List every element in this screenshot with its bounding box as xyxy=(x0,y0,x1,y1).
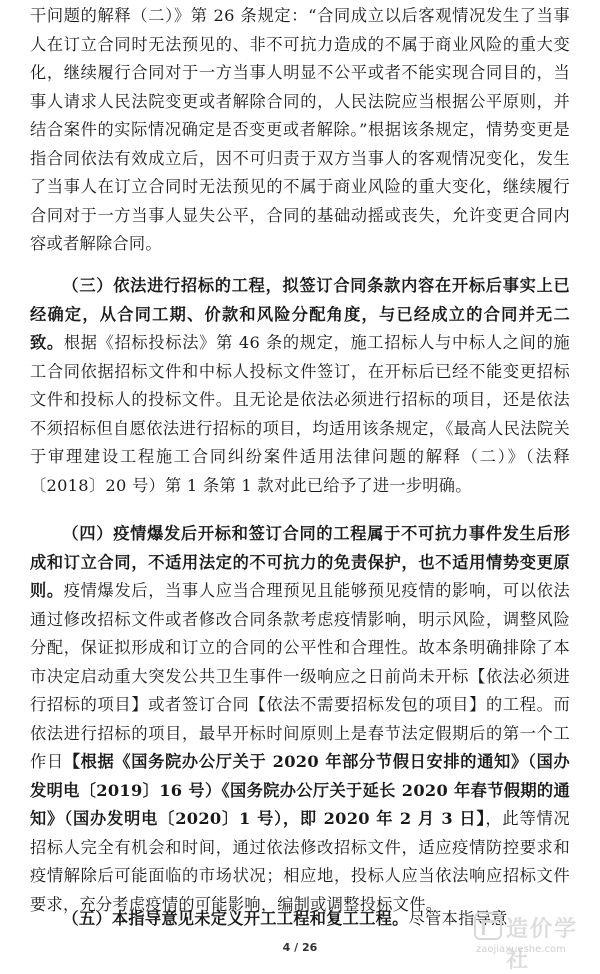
paragraph-4-heading: （五）本指导意见未定义开工工程和复工工程。 xyxy=(62,909,409,928)
paragraph-3-heading: （四）疫情爆发后开标和签订合同的工程属于不可抗力事件发生后形成和订立合同，不适用法定的不可抗力的免责保护，也不适用情势变更原则。 xyxy=(30,524,570,600)
watermark xyxy=(474,910,592,973)
paragraph-2-text: 根据《招标投标法》第 46 条的规定，施工招标人与中标人之间的施工合同依据招标文件和中标人投标文件签订，在开标后已经不能变更招标文件和投标人的投标文件。且无论是依法必须进行招标的项目，还是依法不须招标但自愿依法进行招标的项目，均适用该条规定，《最高人民法院关于审理建设工程施工合同纠纷案件适用法律问题的解释（二）》（法释〔2018〕20 号）第 1 条第 1 款对此已给予了进一步明确。 xyxy=(30,333,570,495)
watermark-name: 造价学社 xyxy=(506,917,579,973)
paragraph-2 xyxy=(30,272,570,500)
page-number: 4 / 26 xyxy=(282,941,318,954)
paragraph-4-text: 尽管本指导意 xyxy=(408,909,508,928)
paragraph-3-text-2: ，此等情况招标人完全有机会和时间，通过依法修改招标文件，适应疫情防控要求和疫情解除后可能面临的市场状况；相应地，投标人应当依法响应招标文件要求，充分考虑疫情的可能影响，编制或调整投标文件。 xyxy=(30,809,571,914)
paragraph-3-emphasis: 【根据《国务院办公厅关于 2020 年部分节假日安排的通知》（国办发明电〔2019〕16 号）《国务院办公厅关于延长 2020 年春节假期的通知》（国办发明电〔2020〕1 号），即 2020 年 2 月 3 日】 xyxy=(30,752,570,828)
watermark-url: zaojiaxueshe.com xyxy=(476,944,566,955)
paragraph-1-text: 干问题的解释（二）》第 26 条规定：“合同成立以后客观情况发生了当事人在订立合同时无法预见的、非不可抗力造成的不属于商业风险的重大变化，继续履行合同对于一方当事人明显不公平或者不能实现合同目的，当事人请求人民法院变更或者解除合同的，人民法院应当根据公平原则，并结合案件的实际情况确定是否变更或者解除。”根据该条规定，情势变更是指合同依法有效成立后，因不可归责于双方当事人的客观情况变化，发生了当事人在订立合同时无法预见的不属于商业风险的重大变化，继续履行合同对于一方当事人显失公平，合同的基础动摇或丧失，允许变更合同内容或者解除合同。 xyxy=(30,6,570,253)
paragraph-1 xyxy=(30,2,570,259)
paragraph-2-heading: （三）依法进行招标的工程，拟签订合同条款内容在开标后事实上已经确定，从合同工期、价款和风险分配角度，与已经成立的合同并无二致。 xyxy=(30,276,570,352)
paragraph-3 xyxy=(30,520,570,919)
paragraph-3-text: 疫情爆发后，当事人应当合理预见且能够预见疫情的影响，可以依法通过修改招标文件或者修改合同条款考虑疫情影响，明示风险，调整风险分配，保证拟形成和订立的合同的公平性和合理性。故本条明确排除了本市决定启动重大突发公共卫生事件一级响应之日前尚未开标【依法必须进行招标的项目】或者签订合同【依法不需要招标发包的项目】的工程。而依法进行招标的项目，最早开标时间原则上是春节法定假期后的第一个工作日 xyxy=(30,581,570,771)
watermark-logo-icon xyxy=(474,912,502,940)
